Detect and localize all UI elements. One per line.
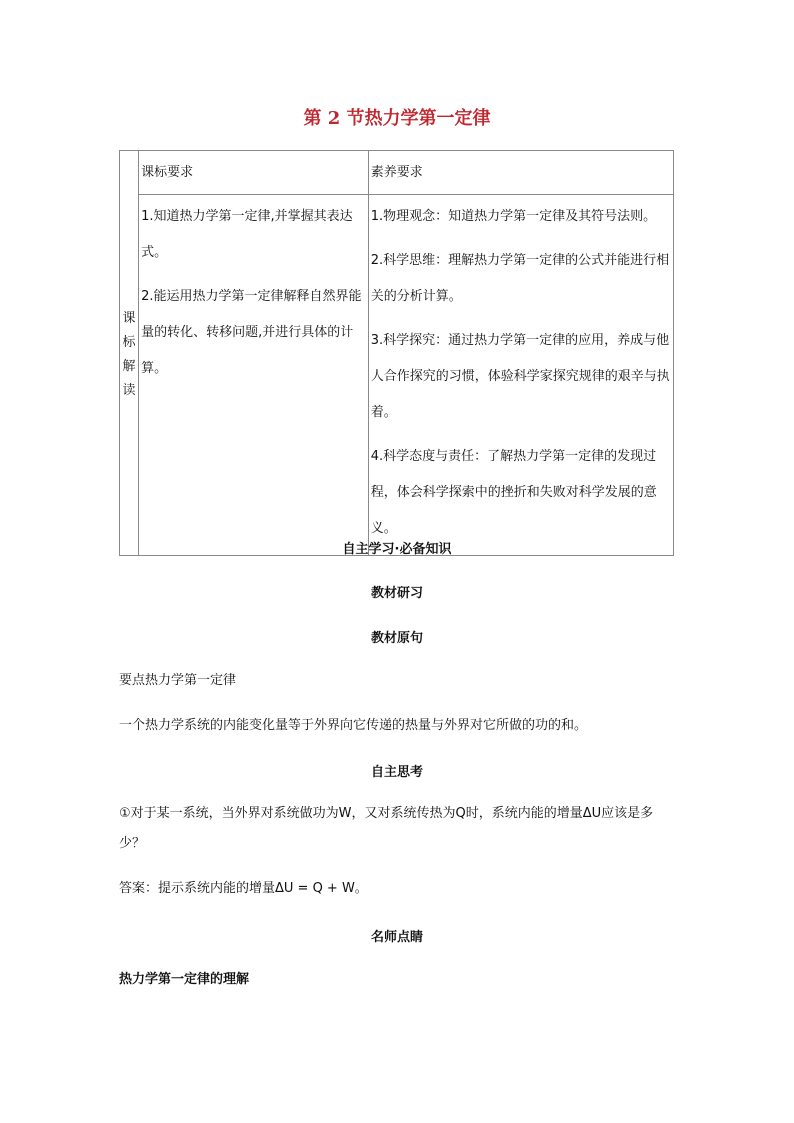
question-text: ①对于某一系统，当外界对系统做功为W，又对系统传热为Q时，系统内能的增量ΔU应该是多少？ <box>119 806 654 851</box>
side-label-cell <box>120 151 139 556</box>
list-item: 2.科学思维：理解热力学第一定律的公式并能进行相关的分析计算。 <box>370 253 670 304</box>
literacy-requirements-cell <box>368 195 673 556</box>
section-heading-self-study: 自主学习·必备知识 <box>342 542 452 557</box>
list-item: 1.知道热力学第一定律,并掌握其表达式。 <box>141 209 353 260</box>
law-statement: 一个热力学系统的内能变化量等于外界向它传递的热量与外界对它所做的功的和。 <box>119 718 588 733</box>
subheading-understanding: 热力学第一定律的理解 <box>119 972 250 987</box>
curriculum-requirements-cell <box>139 195 369 556</box>
header-curriculum-requirements: 课标要求 <box>139 151 369 195</box>
answer-text: 答案：提示系统内能的增量ΔU = Q + W。 <box>119 881 368 896</box>
list-item: 4.科学态度与责任：了解热力学第一定律的发现过程，体会科学探索中的挫折和失败对科学发展的意义。 <box>370 449 657 536</box>
side-label: 课标解读 <box>122 311 136 398</box>
table-header-row <box>120 151 674 195</box>
section-heading-self-thinking: 自主思考 <box>370 765 423 780</box>
list-item: 1.物理观念：知道热力学第一定律及其符号法则。 <box>370 209 657 224</box>
table-row <box>120 195 674 556</box>
key-point-label: 要点热力学第一定律 <box>119 673 237 688</box>
curriculum-table <box>119 150 674 556</box>
header-literacy-requirements: 素养要求 <box>368 151 673 195</box>
section-heading-original-text: 教材原句 <box>370 631 423 646</box>
list-item: 3.科学探究：通过热力学第一定律的应用，养成与他人合作探究的习惯，体验科学家探究规律的艰辛与执着。 <box>370 333 670 420</box>
page-title: 第 2 节热力学第一定律 <box>303 108 491 129</box>
list-item: 2.能运用热力学第一定律解释自然界能量的转化、转移问题,并进行具体的计算。 <box>141 289 362 376</box>
section-heading-textbook-study: 教材研习 <box>370 586 423 601</box>
section-heading-teacher-tips: 名师点睛 <box>370 930 423 945</box>
